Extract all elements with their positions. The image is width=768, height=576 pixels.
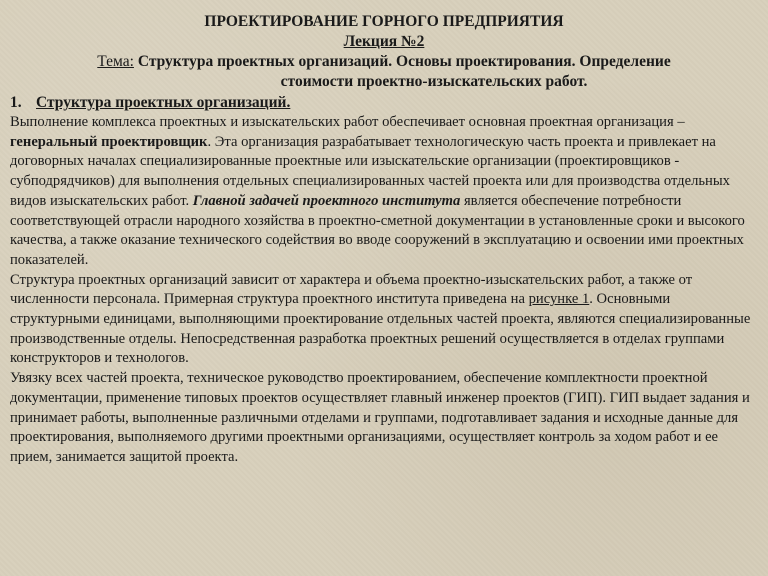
figure-1-link[interactable]: рисунке 1 xyxy=(528,291,590,308)
paragraph-3-text: Увязку всех частей проекта, техническое руководство проектированием, обеспечение комплектности проектной документации, применение типовых проектов осуществляет главный инженер проектов (ГИП). ГИП выдает задания и принимает работы, выполненные различными отделами и группами, подготавливает задания и исходные данные для проектирования, выполняемого другими проектными организациями, осуществляет контроль за ходом работ и ее прием, занимается защитой проекта. xyxy=(10,370,750,465)
section-title: Структура проектных организаций. xyxy=(36,94,291,111)
topic-heading xyxy=(10,52,758,92)
section-heading xyxy=(10,93,758,113)
topic-text-line2: стоимости проектно-изыскательских работ. xyxy=(280,73,588,90)
paragraph-1-part3: является обеспечение потребности соответствующей отрасли народного хозяйства в проектно-сметной документации в установленные сроки и высокого качества, а также оказание технического содействия во вводе сооружений в эксплуатацию и освоении ими проектных показателей. xyxy=(10,192,745,268)
topic-label: Тема: xyxy=(97,53,134,70)
lecture-number: Лекция №2 xyxy=(343,33,425,50)
paragraph-1-part1: Выполнение комплекса проектных и изыскательских работ обеспечивает основная проектная организация – xyxy=(10,114,685,130)
page-title: ПРОЕКТИРОВАНИЕ ГОРНОГО ПРЕДПРИЯТИЯ xyxy=(204,13,564,30)
paragraph-3 xyxy=(10,369,758,468)
section-number: 1. xyxy=(10,94,22,111)
general-designer-term: генеральный проектировщик xyxy=(10,133,208,150)
topic-text-line1: Структура проектных организаций. Основы проектирования. Определение xyxy=(137,53,671,70)
paragraph-1 xyxy=(10,113,758,271)
paragraph-2-part2: . Основными структурными единицами, выполняющими проектирование отдельных частей проекта, являются специализированные производственные отделы. Непосредственная разработка проектных решений осуществляется в отделах группами конструкторов и технологов. xyxy=(10,291,751,367)
main-task-emphasis: Главной задачей проектного института xyxy=(192,192,461,209)
paragraph-2-part1: Структура проектных организаций зависит от характера и объема проектно-изыскательских работ, а также от численности персонала. Примерная структура проектного института приведена на xyxy=(10,271,693,308)
paragraph-1-part2: . Эта организация разрабатывает технологическую часть проекта и привлекает на договорных началах специализированные проектные или изыскательские организации (проектировщиков - субподрядчиков) для выполнения отдельных специализированных частей проекта или для производства отдельных видов изыскательских работ. xyxy=(10,133,730,209)
paragraph-2 xyxy=(10,271,758,370)
title-block xyxy=(10,12,758,92)
